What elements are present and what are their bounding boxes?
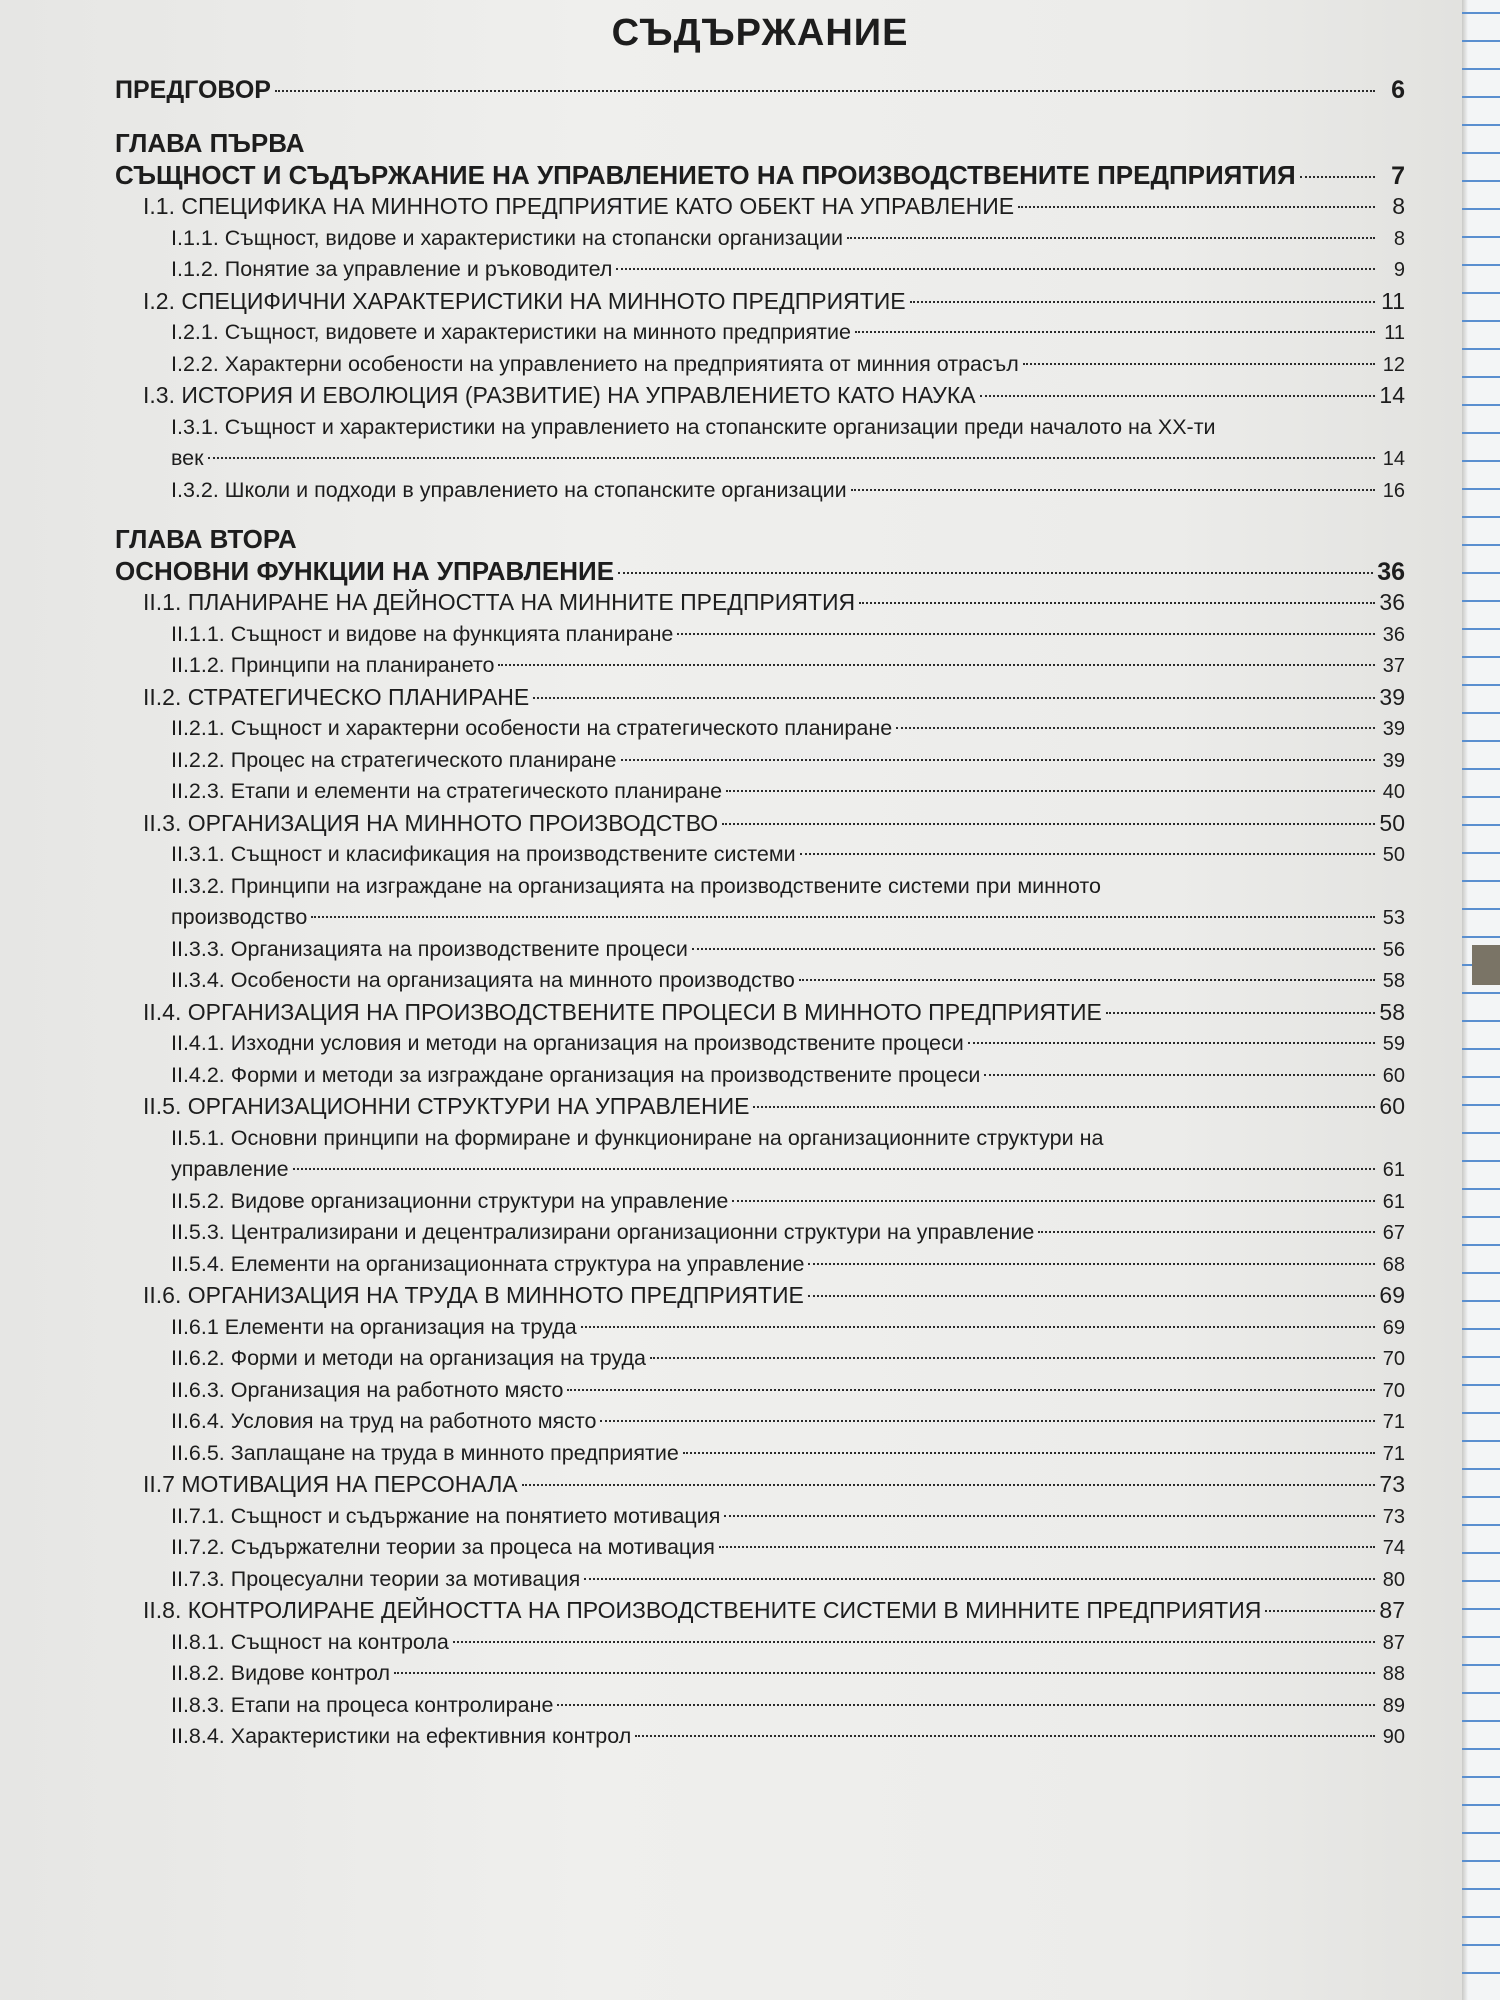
toc-entry-text: II.1. ПЛАНИРАНЕ НА ДЕЙНОСТТА НА МИННИТЕ ПРЕДПРИЯТИЯ <box>143 589 856 615</box>
toc-page-number: 70 <box>1382 1379 1405 1402</box>
toc-entry-text: II.4.1. Изходни условия и методи на организация на производствените процеси <box>171 1031 964 1055</box>
toc-page-number: 68 <box>1382 1253 1405 1276</box>
toc-page-number: 50 <box>1379 809 1405 836</box>
toc-subsection <box>115 1721 1405 1753</box>
toc-entry-wrapped <box>115 412 1405 475</box>
dot-leader <box>600 1420 1375 1422</box>
page-title: СЪДЪРЖАНИЕ <box>611 12 909 54</box>
toc-subsection <box>115 349 1405 381</box>
toc-subsection <box>115 254 1405 286</box>
toc-page-number: 90 <box>1382 1726 1405 1748</box>
toc-entry-text: II.1.1. Същност и видове на функцията планиране <box>171 621 674 646</box>
toc-subsection <box>115 1690 1405 1722</box>
dot-leader <box>293 1168 1375 1170</box>
toc-entry-text: ПРЕДГОВОР <box>115 76 271 104</box>
toc-page-number: 60 <box>1379 1093 1405 1119</box>
toc-entry-preface <box>115 70 1405 110</box>
toc-section <box>115 286 1405 318</box>
toc-subsection <box>115 1532 1405 1564</box>
toc-page-number: 58 <box>1379 998 1405 1025</box>
toc-entry-text: II.3.1. Същност и класификация на производствените системи <box>171 842 796 866</box>
toc-subsection <box>115 1343 1405 1375</box>
toc-page-number: 39 <box>1379 683 1405 710</box>
toc-entry-text: I.3.1. Същност и характеристики на управлението на стопанските организации преди началото на XX-ти <box>171 414 1216 439</box>
toc-subsection <box>115 965 1405 997</box>
toc-subsection <box>115 934 1405 966</box>
chapter-label: ГЛАВА ПЪРВА <box>115 128 305 158</box>
dot-leader <box>394 1672 1375 1674</box>
toc-page-number: 88 <box>1382 1663 1405 1685</box>
toc-entry-text-continued: управление <box>171 1156 289 1181</box>
dot-leader <box>855 331 1375 333</box>
toc-subsection <box>115 1564 1405 1596</box>
toc-entry-text: II.5.2. Видове организационни структури на управление <box>171 1188 729 1213</box>
dot-leader <box>533 697 1375 699</box>
toc-subsection <box>115 1186 1405 1218</box>
toc-page-number: 58 <box>1382 970 1405 992</box>
toc-entry-wrapped <box>115 1123 1405 1186</box>
dot-leader <box>984 1074 1375 1076</box>
toc-page-number: 89 <box>1382 1694 1405 1717</box>
dot-leader <box>635 1735 1375 1737</box>
toc-entry-text: II.2.2. Процес на стратегическото планиране <box>171 747 617 772</box>
toc-page-number: 80 <box>1382 1568 1405 1591</box>
dot-leader <box>311 916 1375 918</box>
chapter-title <box>115 556 1405 588</box>
toc-entry-text: II.7.1. Същност и съдържание на понятието мотивация <box>171 1503 721 1528</box>
toc-entry-text: II.7.2. Съдържателни теории за процеса на мотивация <box>171 1535 715 1559</box>
toc-subsection <box>115 1375 1405 1407</box>
toc-entry-text: II.5.3. Централизирани и децентрализирани организационни структури на управление <box>171 1220 1035 1244</box>
dot-leader <box>753 1106 1375 1108</box>
dot-leader <box>1300 176 1375 178</box>
toc-subsection <box>115 1249 1405 1281</box>
toc-entry-text: I.2. СПЕЦИФИЧНИ ХАРАКТЕРИСТИКИ НА МИННОТО ПРЕДПРИЯТИЕ <box>143 287 906 314</box>
toc-entry-text: II.4. ОРГАНИЗАЦИЯ НА ПРОИЗВОДСТВЕНИТЕ ПРОЦЕСИ В МИННОТО ПРЕДПРИЯТИЕ <box>143 998 1102 1025</box>
toc-entry-text: I.3.2. Школи и подходи в управлението на стопанските организации <box>171 477 847 502</box>
toc-entry-text: II.3.2. Принципи на изграждане на организацията на производствените системи при минното <box>171 873 1101 898</box>
toc-page-number: 73 <box>1379 1471 1405 1497</box>
toc-section <box>115 380 1405 412</box>
toc-page-number: 53 <box>1382 906 1405 929</box>
dot-leader <box>719 1546 1375 1548</box>
toc-entry-text: II.3.3. Организацията на производствените процеси <box>171 936 688 961</box>
chapter-label: ГЛАВА ВТОРА <box>115 524 297 554</box>
toc-subsection <box>115 1438 1405 1470</box>
dot-leader <box>498 664 1375 666</box>
toc-page-number: 50 <box>1382 844 1405 866</box>
toc-entry-text: II.1.2. Принципи на планирането <box>171 653 495 677</box>
dot-leader <box>799 979 1375 981</box>
toc-entry-text: II.6.4. Условия на труд на работното място <box>171 1409 597 1433</box>
toc-entry-text: II.5. ОРГАНИЗАЦИОННИ СТРУКТУРИ НА УПРАВЛЕНИЕ <box>143 1093 750 1119</box>
toc-subsection <box>115 1658 1405 1690</box>
toc-page-number: 6 <box>1391 76 1405 104</box>
dot-leader <box>980 395 1375 397</box>
dot-leader <box>808 1263 1375 1265</box>
toc-entry-text: II.2.1. Същност и характерни особености на стратегическото планиране <box>171 716 893 740</box>
dot-leader <box>722 823 1375 825</box>
dot-leader <box>453 1641 1375 1643</box>
dot-leader <box>581 1326 1375 1328</box>
dot-leader <box>896 727 1375 729</box>
dot-leader <box>522 1484 1375 1486</box>
toc-entry-text: II.7 МОТИВАЦИЯ НА ПЕРСОНАЛА <box>143 1471 518 1497</box>
toc-entry-text: II.6.1 Елементи на организация на труда <box>171 1314 577 1339</box>
toc-page-number: 8 <box>1393 227 1405 250</box>
toc-entry-text: I.1. СПЕЦИФИКА НА МИННОТО ПРЕДПРИЯТИЕ КАТО ОБЕКТ НА УПРАВЛЕНИЕ <box>143 193 1015 219</box>
toc-page-number: 70 <box>1382 1348 1405 1370</box>
dot-leader <box>732 1200 1375 1202</box>
toc-page-number: 16 <box>1382 479 1405 502</box>
dot-leader <box>1018 206 1375 208</box>
toc-section <box>115 1595 1405 1627</box>
toc-entry-text: I.1.1. Същност, видове и характеристики на стопански организации <box>171 225 844 250</box>
toc-entry-text: II.6.2. Форми и методи на организация на труда <box>171 1346 646 1370</box>
toc-page-number: 36 <box>1377 557 1405 586</box>
toc-entry-text: СЪЩНОСТ И СЪДЪРЖАНИЕ НА УПРАВЛЕНИЕТО НА ПРОИЗВОДСТВЕНИТЕ ПРЕДПРИЯТИЯ <box>115 159 1296 190</box>
dot-leader <box>692 948 1375 950</box>
toc-page-number: 87 <box>1382 1631 1405 1654</box>
toc-page-number: 14 <box>1382 447 1405 470</box>
dot-leader <box>800 853 1375 855</box>
toc-entry-text: II.6.5. Заплащане на труда в минното предприятие <box>171 1440 679 1465</box>
toc-entry-text: ОСНОВНИ ФУНКЦИИ НА УПРАВЛЕНИЕ <box>115 555 615 586</box>
toc-page-number: 73 <box>1382 1505 1405 1528</box>
toc-section <box>115 682 1405 714</box>
toc-page-number: 40 <box>1382 781 1405 803</box>
toc-page-number: 61 <box>1382 1158 1405 1181</box>
dot-leader <box>567 1389 1375 1391</box>
toc-page-number: 39 <box>1382 749 1405 772</box>
toc-page-number: 69 <box>1382 1316 1405 1339</box>
toc-entry-text: II.7.3. Процесуални теории за мотивация <box>171 1566 581 1591</box>
toc-page-number: 71 <box>1382 1411 1405 1433</box>
dot-leader <box>621 759 1376 761</box>
dot-leader <box>968 1042 1375 1044</box>
dot-leader <box>1265 1610 1375 1612</box>
dot-leader <box>851 489 1375 491</box>
dot-leader <box>1038 1231 1375 1233</box>
dot-leader <box>618 572 1373 574</box>
dot-leader <box>1106 1012 1375 1014</box>
toc-section <box>115 191 1405 223</box>
chapter2-entries-group1 <box>115 587 1405 871</box>
toc-entry <box>115 475 1405 507</box>
toc-subsection <box>115 713 1405 745</box>
dot-leader <box>683 1452 1375 1454</box>
toc-section <box>115 1091 1405 1123</box>
toc-page-number: 74 <box>1382 1537 1405 1559</box>
dot-leader <box>726 790 1375 792</box>
dot-leader <box>584 1578 1375 1580</box>
toc-entry-text: II.5.1. Основни принципи на формиране и функциониране на организационните структури на <box>171 1125 1104 1150</box>
dot-leader <box>275 90 1375 92</box>
toc-section <box>115 1469 1405 1501</box>
toc-entry-text: II.6. ОРГАНИЗАЦИЯ НА ТРУДА В МИННОТО ПРЕДПРИЯТИЕ <box>143 1282 804 1308</box>
toc-page-number: 61 <box>1382 1190 1405 1213</box>
toc-section <box>115 808 1405 840</box>
toc-page-number: 37 <box>1382 655 1405 677</box>
dot-leader <box>677 633 1375 635</box>
toc-page-number: 36 <box>1382 623 1405 646</box>
dot-leader <box>1023 363 1375 365</box>
toc-page-number: 60 <box>1382 1064 1405 1087</box>
toc-entry-text: II.8.2. Видове контрол <box>171 1661 391 1685</box>
dot-leader <box>616 268 1375 270</box>
table-of-contents <box>115 10 1405 1753</box>
chapter-title <box>115 160 1405 192</box>
chapter2-entries-group2 <box>115 934 1405 1123</box>
toc-entry-wrapped <box>115 871 1405 934</box>
toc-subsection <box>115 650 1405 682</box>
toc-page-number: 67 <box>1382 1222 1405 1244</box>
toc-subsection <box>115 223 1405 255</box>
toc-subsection <box>115 1627 1405 1659</box>
toc-entry-text: I.2.2. Характерни особености на управлението на предприятията от минния отрасъл <box>171 351 1019 376</box>
toc-section <box>115 587 1405 619</box>
toc-entry-text: II.4.2. Форми и методи за изграждане организация на производствените процеси <box>171 1062 981 1087</box>
toc-subsection <box>115 317 1405 349</box>
toc-entry-text: II.5.4. Елементи на организационната структура на управление <box>171 1251 805 1276</box>
toc-entry-text: II.3.4. Особености на организацията на минното производство <box>171 968 795 992</box>
toc-entry-text: II.6.3. Организация на работното място <box>171 1377 564 1402</box>
dot-leader <box>808 1295 1375 1297</box>
dot-leader <box>847 237 1375 239</box>
toc-subsection <box>115 619 1405 651</box>
dot-leader <box>208 457 1375 459</box>
toc-entry-text: I.1.2. Понятие за управление и ръководител <box>171 257 613 281</box>
toc-page-number: 39 <box>1382 718 1405 740</box>
toc-page-number: 71 <box>1382 1442 1405 1465</box>
page-edge-tab <box>1472 945 1500 985</box>
toc-section <box>115 1280 1405 1312</box>
toc-page-number: 69 <box>1379 1282 1405 1308</box>
toc-entry-text: II.3. ОРГАНИЗАЦИЯ НА МИННОТО ПРОИЗВОДСТВО <box>143 809 719 836</box>
toc-page-number: 7 <box>1391 161 1405 190</box>
dot-leader <box>650 1357 1375 1359</box>
toc-page-number: 12 <box>1382 353 1405 376</box>
toc-subsection <box>115 1406 1405 1438</box>
toc-entry-text: I.3. ИСТОРИЯ И ЕВОЛЮЦИЯ (РАЗВИТИЕ) НА УПРАВЛЕНИЕТО КАТО НАУКА <box>143 382 976 408</box>
next-page-edge <box>1462 0 1500 2000</box>
toc-entry-text-continued: век <box>171 445 204 470</box>
chapter2-entries-group3 <box>115 1186 1405 1753</box>
dot-leader <box>724 1515 1375 1517</box>
toc-subsection <box>115 839 1405 871</box>
chapter1-entries <box>115 191 1405 412</box>
toc-page-number: 87 <box>1379 1597 1405 1623</box>
toc-page-number: 11 <box>1384 322 1405 344</box>
dot-leader <box>859 602 1375 604</box>
toc-entry-text: II.8.1. Същност на контрола <box>171 1629 449 1654</box>
toc-page-number: 11 <box>1381 287 1405 314</box>
toc-subsection <box>115 1060 1405 1092</box>
dot-leader <box>910 301 1375 303</box>
toc-entry-text: II.2.3. Етапи и елементи на стратегическото планиране <box>171 779 723 803</box>
toc-entry-text: II.8.3. Етапи на процеса контролиране <box>171 1692 554 1717</box>
toc-page-number: 36 <box>1379 589 1405 615</box>
toc-page-number: 56 <box>1382 938 1405 961</box>
toc-subsection <box>115 745 1405 777</box>
dot-leader <box>557 1704 1375 1706</box>
toc-page-number: 8 <box>1392 193 1405 219</box>
toc-entry-text-continued: производство <box>171 904 308 929</box>
toc-section <box>115 997 1405 1029</box>
toc-subsection <box>115 1312 1405 1344</box>
toc-subsection <box>115 1028 1405 1060</box>
toc-subsection <box>115 1501 1405 1533</box>
toc-entry-text: II.8. КОНТРОЛИРАНЕ ДЕЙНОСТТА НА ПРОИЗВОДСТВЕНИТЕ СИСТЕМИ В МИННИТЕ ПРЕДПРИЯТИЯ <box>143 1597 1262 1623</box>
toc-entry-text: I.2.1. Същност, видовете и характеристики на минното предприятие <box>171 320 851 344</box>
toc-subsection <box>115 1217 1405 1249</box>
toc-page-number: 14 <box>1379 382 1405 408</box>
toc-page-number: 9 <box>1393 259 1405 281</box>
toc-entry-text: II.8.4. Характеристики на ефективния контрол <box>171 1724 632 1748</box>
toc-page-number: 59 <box>1382 1033 1405 1055</box>
toc-subsection <box>115 776 1405 808</box>
toc-entry-text: II.2. СТРАТЕГИЧЕСКО ПЛАНИРАНЕ <box>143 683 530 710</box>
